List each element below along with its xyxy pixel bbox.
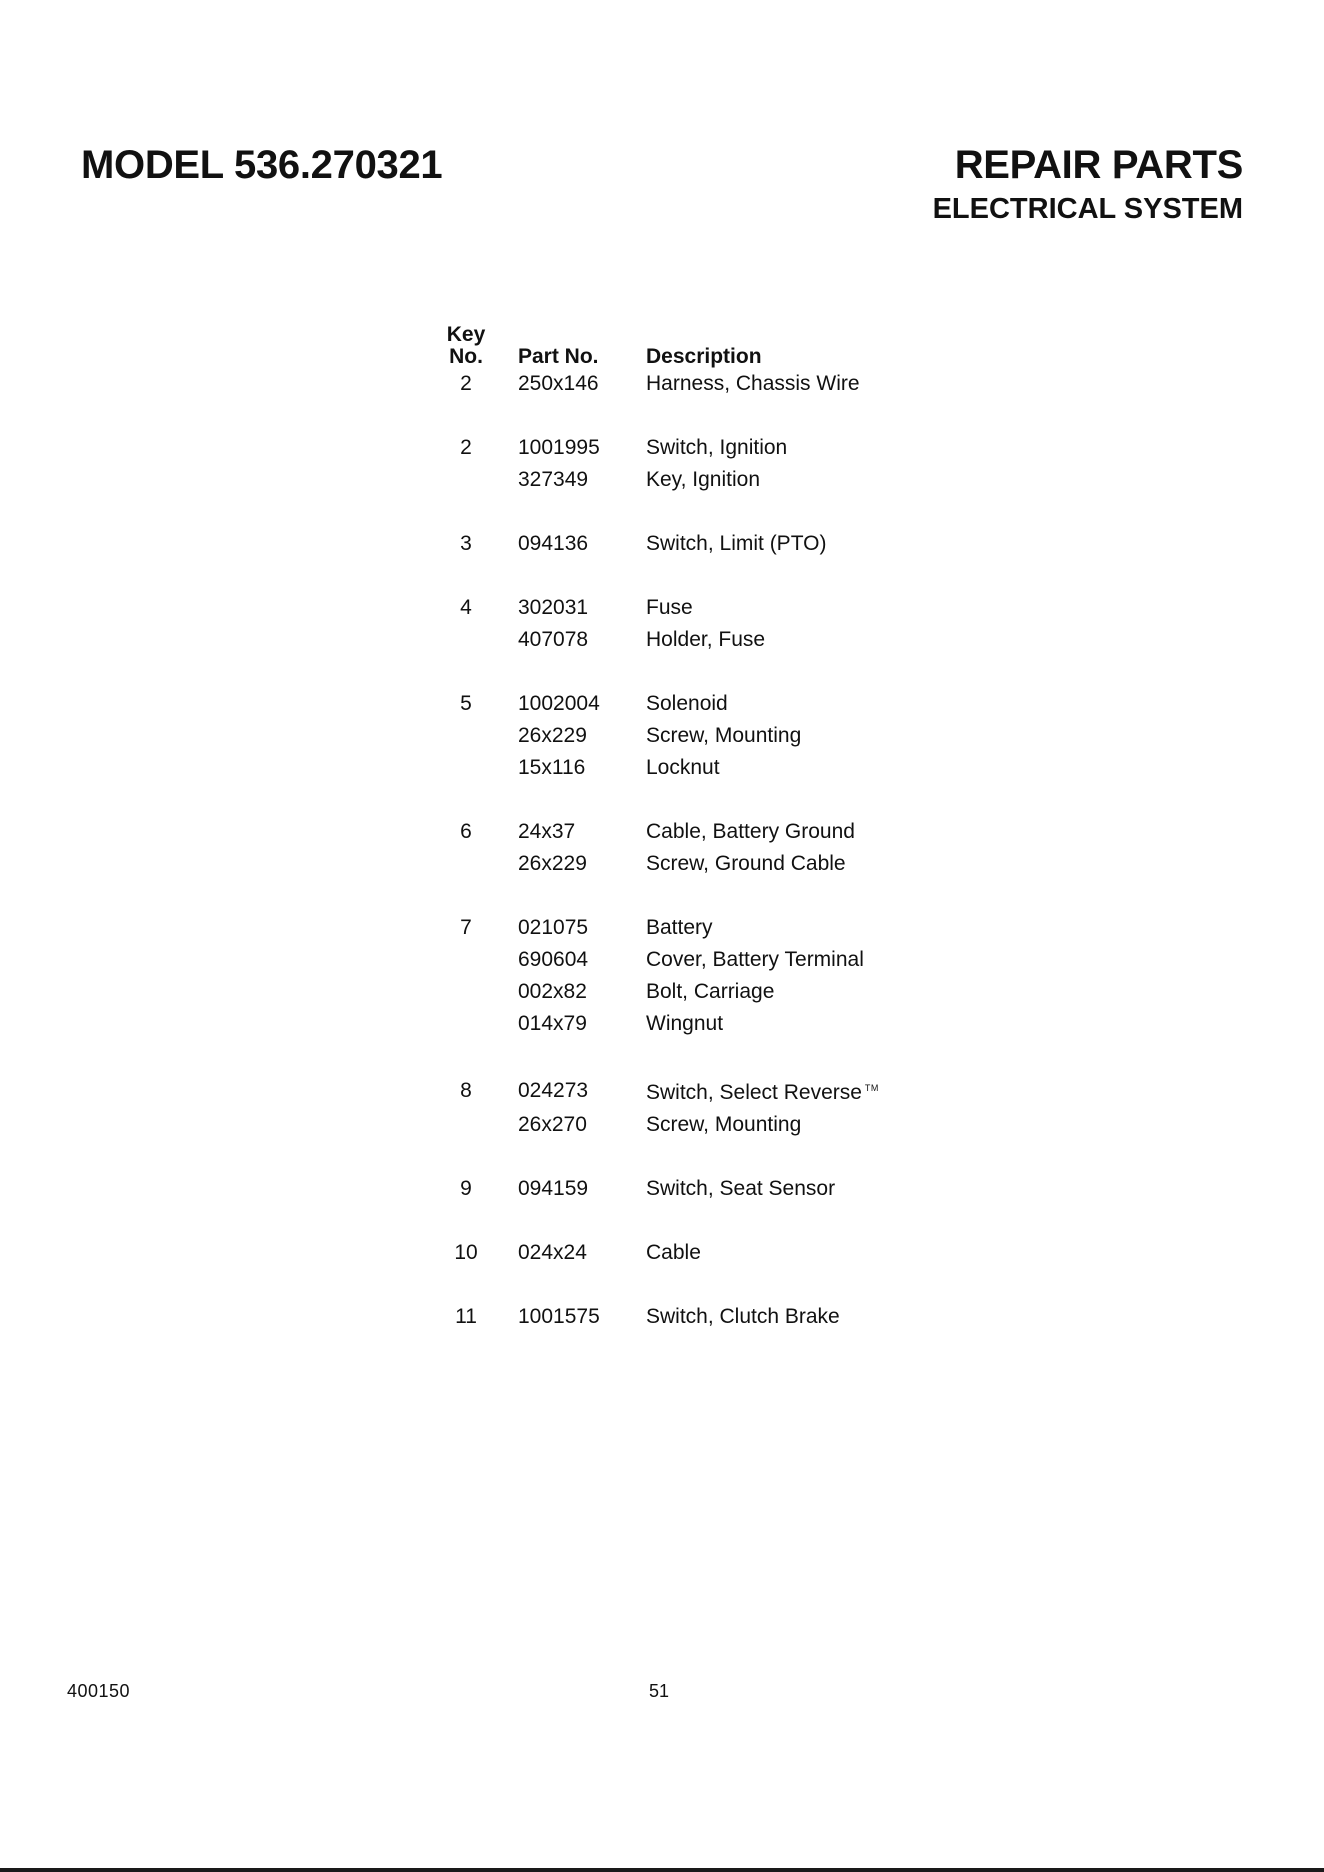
table-row [440, 1301, 879, 1333]
key-header-line-2: No. [449, 345, 483, 368]
table-row [440, 816, 879, 848]
key-no-cell [440, 976, 492, 1008]
table-row [440, 624, 879, 656]
spacer-cell [646, 656, 879, 688]
spacer-cell [646, 1040, 879, 1072]
key-no-cell [440, 944, 492, 976]
spacer-cell [646, 880, 879, 912]
part-no-cell: 250x146 [518, 372, 599, 395]
spacer-cell [492, 784, 646, 816]
table-row [440, 1008, 879, 1040]
key-no-cell [440, 1008, 492, 1040]
part-no-cell: 1002004 [518, 692, 600, 715]
column-header-part-no: Part No. [518, 345, 599, 368]
page-title: REPAIR PARTS [954, 143, 1243, 187]
key-no-cell: 10 [454, 1241, 478, 1264]
key-no-cell: 11 [455, 1305, 477, 1328]
description-text: Screw, Mounting [646, 724, 802, 747]
description-text: Wingnut [646, 1012, 724, 1035]
group-spacer [440, 656, 879, 688]
spacer-cell [646, 1141, 879, 1173]
group-spacer [440, 784, 879, 816]
part-no-cell: 1001995 [518, 436, 600, 459]
key-header-line-1: Key [446, 323, 486, 346]
spacer-cell [492, 1205, 646, 1237]
spacer-cell [646, 400, 879, 432]
column-header-key-no [440, 318, 492, 368]
key-no-cell: 9 [460, 1177, 472, 1200]
spacer-cell [440, 656, 492, 688]
spacer-cell [646, 784, 879, 816]
spacer-cell [440, 1141, 492, 1173]
key-no-cell: 7 [460, 916, 472, 939]
description-cell [646, 1109, 879, 1141]
table-row [440, 944, 879, 976]
key-no-cell: 8 [460, 1078, 472, 1102]
table-row [440, 432, 879, 464]
table-row [440, 592, 879, 624]
description-text: Switch, Ignition [646, 436, 788, 459]
document-code: 400150 [67, 1681, 131, 1701]
part-no-cell: 021075 [518, 916, 589, 939]
group-spacer [440, 1040, 879, 1072]
description-text: Cover, Battery Terminal [646, 948, 864, 971]
description-text: Holder, Fuse [646, 628, 766, 651]
description-text: Screw, Ground Cable [646, 852, 846, 875]
key-no-cell [440, 464, 492, 496]
description-cell [646, 592, 879, 624]
table-row [440, 976, 879, 1008]
table-row [440, 1173, 879, 1205]
table-row [440, 464, 879, 496]
spacer-cell [440, 400, 492, 432]
page-number: 51 [649, 1681, 670, 1701]
part-no-cell: 024273 [518, 1078, 589, 1102]
spacer-cell [440, 1205, 492, 1237]
description-text: Key, Ignition [646, 468, 761, 491]
description-cell [646, 1008, 879, 1040]
description-text: Cable, Battery Ground [646, 820, 855, 843]
spacer-cell [440, 560, 492, 592]
description-text: Bolt, Carriage [646, 980, 775, 1003]
description-cell [646, 624, 879, 656]
table-row [440, 688, 879, 720]
spacer-cell [440, 784, 492, 816]
key-no-cell [440, 752, 492, 784]
spacer-cell [440, 1269, 492, 1301]
spacer-cell [492, 1269, 646, 1301]
description-cell [646, 368, 879, 400]
key-no-cell: 2 [460, 372, 472, 395]
spacer-cell [492, 880, 646, 912]
part-no-cell: 690604 [518, 948, 589, 971]
key-no-cell: 4 [460, 596, 472, 619]
group-spacer [440, 1205, 879, 1237]
group-spacer [440, 496, 879, 528]
group-spacer [440, 880, 879, 912]
spacer-cell [646, 1269, 879, 1301]
part-no-cell: 1001575 [518, 1305, 600, 1328]
column-header-description: Description [646, 345, 762, 368]
key-no-cell: 3 [460, 532, 472, 555]
description-cell [646, 752, 879, 784]
description-cell [646, 688, 879, 720]
part-no-cell: 002x82 [518, 980, 587, 1003]
table-row [440, 720, 879, 752]
trademark-mark: TM [864, 1083, 879, 1093]
description-cell [646, 944, 879, 976]
description-cell [646, 976, 879, 1008]
spacer-cell [646, 560, 879, 592]
description-text: Cable [646, 1241, 701, 1264]
spacer-cell [492, 1141, 646, 1173]
key-no-cell: 5 [460, 692, 472, 715]
spacer-cell [440, 496, 492, 528]
description-cell [646, 720, 879, 752]
description-text: Switch, Select Reverse [646, 1081, 862, 1104]
part-no-cell: 407078 [518, 628, 589, 651]
description-text: Screw, Mounting [646, 1113, 802, 1136]
description-cell [646, 1301, 879, 1333]
part-no-cell: 26x270 [518, 1113, 587, 1136]
part-no-cell: 26x229 [518, 852, 587, 875]
description-text: Locknut [646, 756, 720, 779]
part-no-cell: 024x24 [518, 1241, 587, 1264]
part-no-cell: 302031 [518, 596, 589, 619]
part-no-cell: 014x79 [518, 1012, 587, 1035]
table-row [440, 528, 879, 560]
page-subtitle: ELECTRICAL SYSTEM [932, 193, 1243, 225]
spacer-cell [646, 496, 879, 528]
spacer-cell [440, 1040, 492, 1072]
description-cell [646, 528, 879, 560]
key-no-cell: 6 [460, 820, 472, 843]
description-cell [646, 1072, 879, 1109]
parts-table-body [440, 368, 879, 1333]
bottom-rule [0, 1868, 1324, 1872]
table-row [440, 1237, 879, 1269]
description-text: Switch, Seat Sensor [646, 1177, 836, 1200]
spacer-cell [646, 1205, 879, 1237]
description-cell [646, 816, 879, 848]
key-no-cell [440, 624, 492, 656]
part-no-cell: 094159 [518, 1177, 589, 1200]
description-cell [646, 848, 879, 880]
key-no-cell [440, 720, 492, 752]
table-row [440, 752, 879, 784]
table-row [440, 1109, 879, 1141]
key-no-cell [440, 1109, 492, 1141]
description-text: Battery [646, 916, 713, 939]
group-spacer [440, 1141, 879, 1173]
description-cell [646, 912, 879, 944]
description-cell [646, 464, 879, 496]
spacer-cell [440, 880, 492, 912]
description-text: Harness, Chassis Wire [646, 372, 860, 395]
key-no-cell: 2 [460, 436, 472, 459]
part-no-cell: 327349 [518, 468, 589, 491]
description-text: Fuse [646, 596, 693, 619]
table-header-row [440, 318, 879, 368]
table-row [440, 912, 879, 944]
table-row [440, 368, 879, 400]
spacer-cell [492, 400, 646, 432]
part-no-cell: 26x229 [518, 724, 587, 747]
part-no-cell: 15x116 [518, 756, 586, 779]
model-number: MODEL 536.270321 [81, 143, 443, 187]
table-row [440, 1072, 879, 1109]
spacer-cell [492, 656, 646, 688]
part-no-cell: 24x37 [518, 820, 576, 843]
spacer-cell [492, 496, 646, 528]
key-no-cell [440, 848, 492, 880]
spacer-cell [492, 560, 646, 592]
group-spacer [440, 560, 879, 592]
description-cell [646, 1173, 879, 1205]
part-no-cell: 094136 [518, 532, 589, 555]
description-text: Solenoid [646, 692, 728, 715]
description-text: Switch, Limit (PTO) [646, 532, 827, 555]
spacer-cell [492, 1040, 646, 1072]
group-spacer [440, 400, 879, 432]
description-cell [646, 432, 879, 464]
description-text: Switch, Clutch Brake [646, 1305, 840, 1328]
description-cell [646, 1237, 879, 1269]
group-spacer [440, 1269, 879, 1301]
parts-table [440, 318, 879, 1333]
table-row [440, 848, 879, 880]
